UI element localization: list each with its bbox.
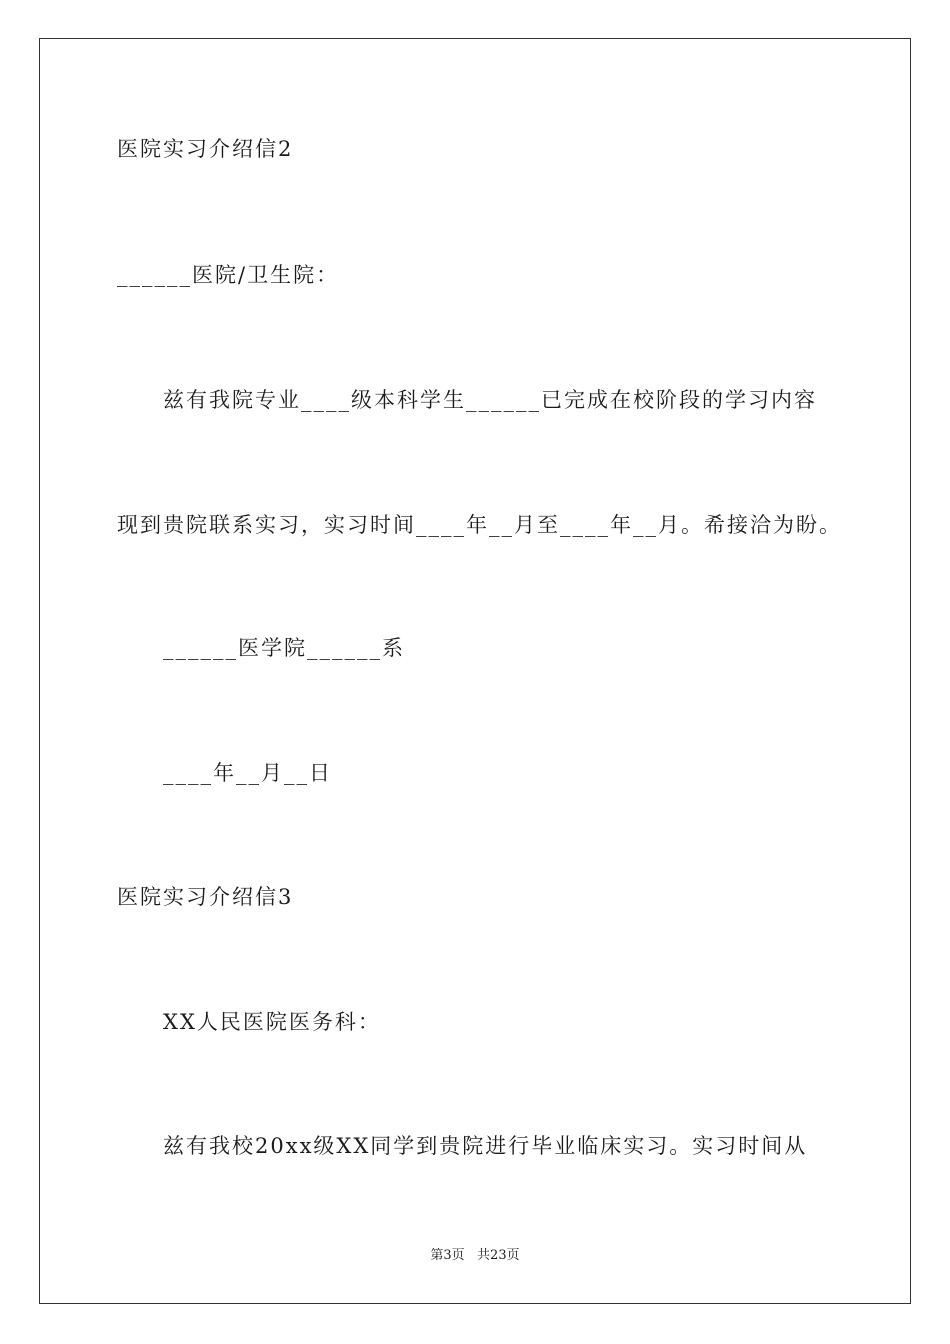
section-title-letter-3: 医院实习介绍信3 [117,885,294,909]
page-border [39,38,911,1304]
body-paragraph-letter-3: 兹有我校20xx级XX同学到贵院进行毕业临床实习。实习时间从 [163,1134,808,1158]
recipient-line-letter-3: XX人民医院医务科： [163,1010,381,1034]
signature-department-line: ______医学院______系 [163,636,405,660]
body-paragraph-line-1: 兹有我院专业____级本科学生______已完成在校阶段的学习内容 [163,388,817,412]
date-line: ____年__月__日 [163,761,332,785]
page-number-footer: 第3页 共23页 [430,1248,520,1263]
body-paragraph-line-2: 现到贵院联系实习，实习时间____年__月至____年__月。希接洽为盼。 [117,513,842,537]
section-title-letter-2: 医院实习介绍信2 [117,137,294,161]
recipient-line: ______医院/卫生院： [117,263,340,287]
